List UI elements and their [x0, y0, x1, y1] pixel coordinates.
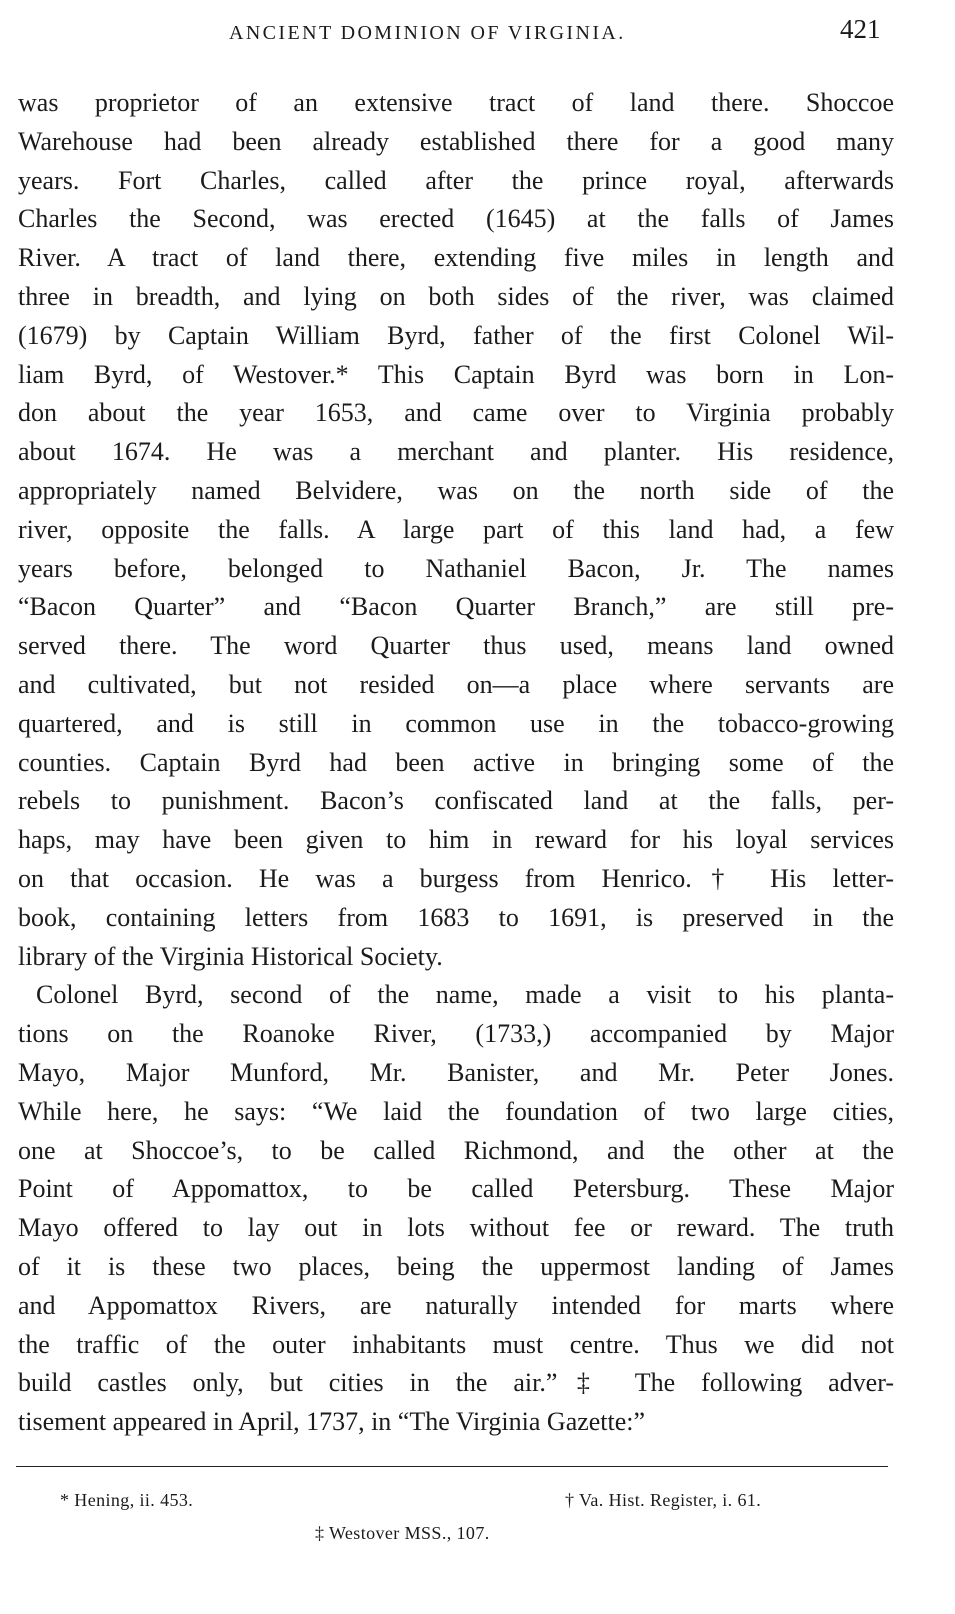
text-line: counties. Captain Byrd had been active in bringing some of the: [18, 747, 894, 777]
text-line: liam Byrd, of Westover.* This Captain Byrd was born in Lon-: [18, 359, 894, 389]
footnote-rule: [16, 1466, 888, 1467]
text-line: about 1674. He was a merchant and planter. His residence,: [18, 437, 894, 467]
text-line: years before, belonged to Nathaniel Bacon, Jr. The names: [18, 553, 894, 583]
footnote-dagger: † Va. Hist. Register, i. 61.: [565, 1490, 762, 1510]
text-line: Mayo offered to lay out in lots without fee or reward. The truth: [18, 1213, 894, 1243]
footnote-double-dagger: ‡ Westover MSS., 107.: [315, 1523, 490, 1543]
text-line: haps, may have been given to him in reward for his loyal services: [18, 825, 894, 855]
text-line: served there. The word Quarter thus used, means land owned: [18, 631, 894, 661]
text-line: don about the year 1653, and came over to Virginia probably: [18, 398, 894, 428]
text-line: of it is these two places, being the uppermost landing of James: [18, 1251, 894, 1281]
text-line: three in breadth, and lying on both sides of the river, was claimed: [18, 281, 894, 311]
text-line: and cultivated, but not resided on—a place where servants are: [18, 669, 894, 699]
running-head-title: ANCIENT DOMINION OF VIRGINIA.: [229, 22, 626, 44]
body-text: [18, 84, 894, 1442]
text-line: was proprietor of an extensive tract of land there. Shoccoe: [18, 88, 894, 117]
text-line: (1679) by Captain William Byrd, father of the first Colonel Wil-: [18, 320, 894, 350]
text-line: Point of Appomattox, to be called Petersburg. These Major: [18, 1174, 894, 1204]
text-line: river, opposite the falls. A large part of this land had, a few: [18, 514, 894, 544]
running-head: [0, 14, 955, 54]
text-line: and Appomattox Rivers, are naturally intended for marts where: [18, 1290, 894, 1320]
text-line: Colonel Byrd, second of the name, made a visit to his planta-: [36, 980, 894, 1010]
text-line: While here, he says: “We laid the foundation of two large cities,: [18, 1096, 894, 1126]
text-line: rebels to punishment. Bacon’s confiscated land at the falls, per-: [18, 786, 894, 816]
text-line: library of the Virginia Historical Society.: [18, 941, 443, 971]
text-line: build castles only, but cities in the air.”‡ The following adver-: [18, 1368, 894, 1398]
text-line: the traffic of the outer inhabitants must centre. Thus we did not: [18, 1329, 894, 1359]
page-number: 421: [840, 14, 881, 44]
text-line: years. Fort Charles, called after the prince royal, afterwards: [18, 165, 894, 195]
text-line: one at Shoccoe’s, to be called Richmond, and the other at the: [18, 1135, 894, 1165]
footnote-star: * Hening, ii. 453.: [60, 1490, 194, 1510]
text-line: appropriately named Belvidere, was on the north side of the: [18, 475, 894, 505]
text-line: tions on the Roanoke River, (1733,) accompanied by Major: [18, 1019, 894, 1049]
text-line: “Bacon Quarter” and “Bacon Quarter Branch,” are still pre-: [18, 592, 894, 622]
text-line: on that occasion. He was a burgess from Henrico.† His letter-: [18, 863, 894, 893]
text-line: River. A tract of land there, extending five miles in length and: [18, 243, 894, 273]
text-line: Charles the Second, was erected (1645) at the falls of James: [18, 204, 894, 234]
text-line: Warehouse had been already established there for a good many: [18, 126, 894, 156]
text-line: quartered, and is still in common use in the tobacco-growing: [18, 708, 894, 738]
text-line: book, containing letters from 1683 to 1691, is preserved in the: [18, 902, 894, 932]
text-line: Mayo, Major Munford, Mr. Banister, and Mr. Peter Jones.: [18, 1057, 894, 1087]
text-line: tisement appeared in April, 1737, in “The Virginia Gazette:”: [18, 1407, 646, 1437]
